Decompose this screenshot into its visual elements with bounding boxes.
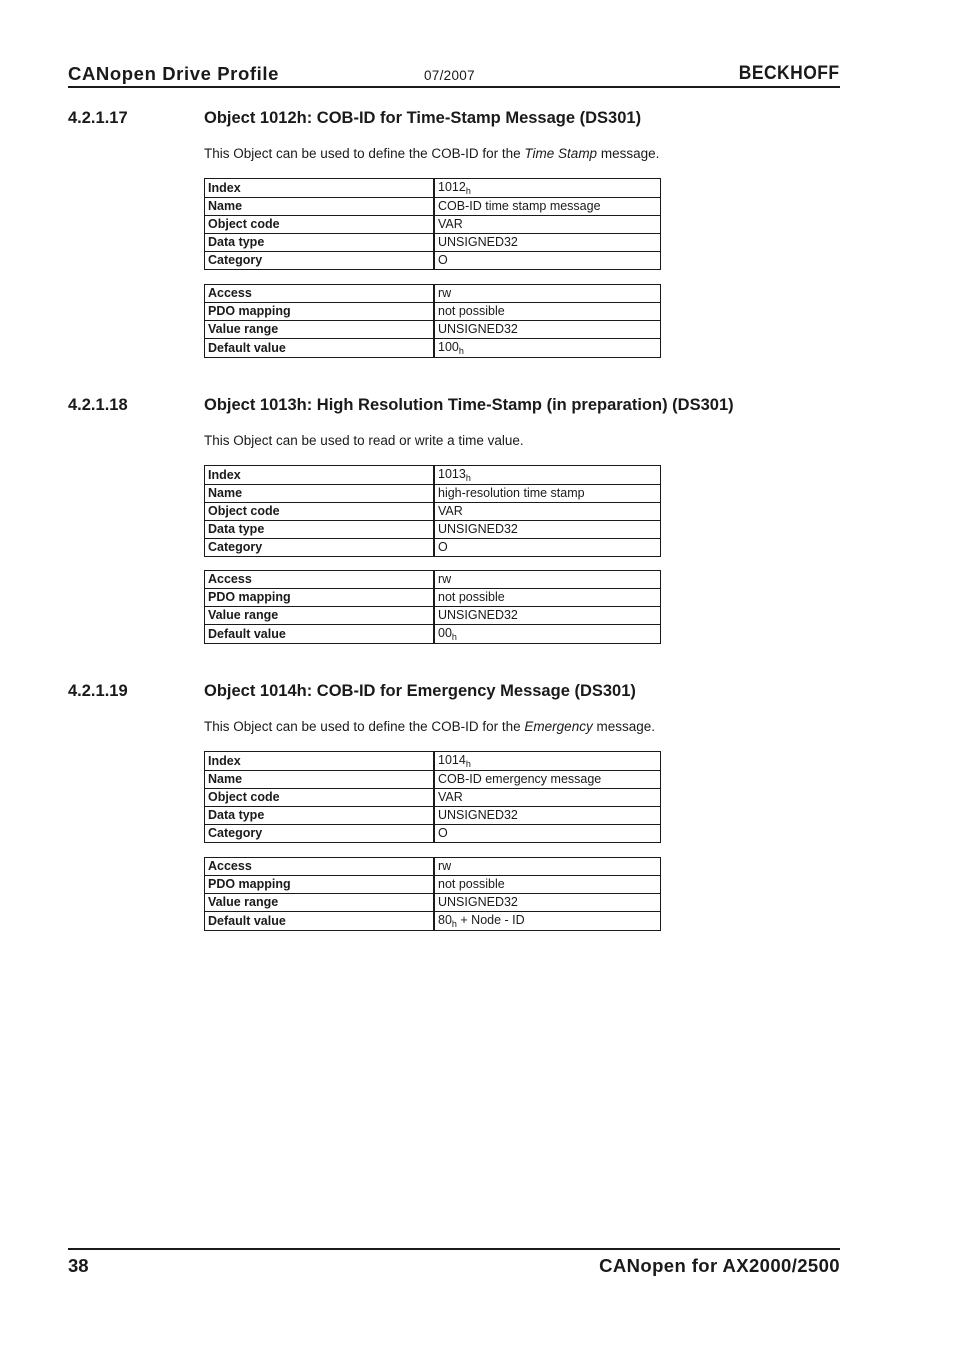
row-value-text: O [438,253,448,267]
row-value-text: VAR [438,217,463,231]
row-value [434,303,661,321]
row-key: Value range [205,321,435,339]
hex-subscript: h [465,759,471,769]
row-value [434,876,661,894]
row-key: Default value [205,339,435,358]
row-key: Index [205,466,435,485]
row-key: Category [205,825,435,843]
running-header-date: 07/2007 [424,68,475,83]
row-value [434,285,661,303]
row-key: Value range [205,894,435,912]
row-value-text: high-resolution time stamp [438,486,585,500]
row-key: Access [205,571,435,589]
row-value-text: 1012 [438,180,466,194]
row-value-text: 100 [438,340,459,354]
row-key: Index [205,179,435,198]
section-description: This Object can be used to define the COB-ID for the Emergency message. [204,719,655,734]
table-row [205,589,661,607]
row-value-text: not possible [438,590,505,604]
table-row [205,771,661,789]
row-key: PDO mapping [205,876,435,894]
row-value [434,771,661,789]
row-value [434,466,661,485]
running-header-title: CANopen Drive Profile [68,63,279,84]
row-key: Access [205,285,435,303]
object-table [204,465,661,557]
row-value-text: UNSIGNED32 [438,322,518,336]
section-title: Object 1012h: COB-ID for Time-Stamp Message (DS301) [204,109,642,127]
table-row [205,876,661,894]
row-key: PDO mapping [205,589,435,607]
footer-doc-title: CANopen for AX2000/2500 [599,1255,840,1276]
row-key: Object code [205,216,435,234]
table-row [205,303,661,321]
table-row [205,625,661,644]
table-row [205,571,661,589]
row-value [434,321,661,339]
access-table [204,857,661,931]
row-value-text: 00 [438,626,452,640]
row-value-text: O [438,540,448,554]
row-value-text: UNSIGNED32 [438,235,518,249]
row-value [434,503,661,521]
row-value [434,539,661,557]
hex-subscript: h [465,473,471,483]
row-value-text: UNSIGNED32 [438,608,518,622]
row-key: Data type [205,234,435,252]
section-number: 4.2.1.19 [68,682,128,700]
row-key: Data type [205,521,435,539]
row-value-text: VAR [438,504,463,518]
table-row [205,216,661,234]
table-row [205,234,661,252]
section-description: This Object can be used to define the COB-ID for the Time Stamp message. [204,146,660,161]
row-value-text: VAR [438,790,463,804]
page-number: 38 [68,1255,89,1276]
row-value-text: rw [438,859,452,873]
row-key: Default value [205,625,435,644]
table-row [205,607,661,625]
row-value [434,858,661,876]
table-row [205,179,661,198]
row-value [434,216,661,234]
row-value-text: COB-ID time stamp message [438,199,601,213]
table-row [205,466,661,485]
table-row [205,339,661,358]
row-key: Value range [205,607,435,625]
row-value-text: rw [438,572,452,586]
row-key: Index [205,752,435,771]
row-value [434,521,661,539]
table-row [205,285,661,303]
table-row [205,894,661,912]
row-value [434,234,661,252]
section-title: Object 1014h: COB-ID for Emergency Message (DS301) [204,682,636,700]
section-number: 4.2.1.18 [68,396,128,414]
row-value [434,179,661,198]
section-number: 4.2.1.17 [68,109,128,127]
row-value [434,825,661,843]
table-row [205,752,661,771]
row-value-text: O [438,826,448,840]
header-rule [68,86,840,88]
row-value-text: 1013 [438,467,466,481]
row-key: Object code [205,789,435,807]
table-row [205,807,661,825]
table-row [205,503,661,521]
row-value-text: 80 [438,913,452,927]
row-value-text: not possible [438,304,505,318]
table-row [205,912,661,931]
row-value [434,252,661,270]
table-row [205,321,661,339]
row-value [434,752,661,771]
section-title: Object 1013h: High Resolution Time-Stamp (in preparation) (DS301) [204,396,734,414]
brand-logo: BECKHOFF [739,63,840,84]
row-value-suffix: + Node - ID [456,913,525,927]
row-value-text: UNSIGNED32 [438,522,518,536]
row-value [434,789,661,807]
hex-subscript: h [465,186,471,196]
row-value-text: 1014 [438,753,466,767]
row-value [434,571,661,589]
table-row [205,198,661,216]
table-row [205,858,661,876]
row-key: Data type [205,807,435,825]
row-key: Name [205,198,435,216]
table-row [205,485,661,503]
row-value [434,625,661,644]
row-value [434,589,661,607]
object-table [204,751,661,843]
row-key: Name [205,771,435,789]
hex-subscript: h [451,919,457,929]
hex-subscript: h [451,632,457,642]
table-row [205,825,661,843]
row-value [434,894,661,912]
row-key: Access [205,858,435,876]
row-value-text: UNSIGNED32 [438,895,518,909]
row-value-text: COB-ID emergency message [438,772,602,786]
row-value [434,607,661,625]
footer-rule [68,1248,840,1250]
row-value [434,807,661,825]
row-value-text: not possible [438,877,505,891]
row-value [434,485,661,503]
row-key: PDO mapping [205,303,435,321]
object-table [204,178,661,270]
row-value-text: rw [438,286,452,300]
row-value [434,339,661,358]
access-table [204,570,661,644]
table-row [205,252,661,270]
row-value [434,198,661,216]
access-table [204,284,661,358]
row-key: Default value [205,912,435,931]
table-row [205,521,661,539]
row-value [434,912,661,931]
hex-subscript: h [458,346,464,356]
table-row [205,539,661,557]
section-description: This Object can be used to read or write a time value. [204,433,524,448]
table-row [205,789,661,807]
row-key: Name [205,485,435,503]
row-value-text: UNSIGNED32 [438,808,518,822]
row-key: Category [205,252,435,270]
row-key: Category [205,539,435,557]
row-key: Object code [205,503,435,521]
